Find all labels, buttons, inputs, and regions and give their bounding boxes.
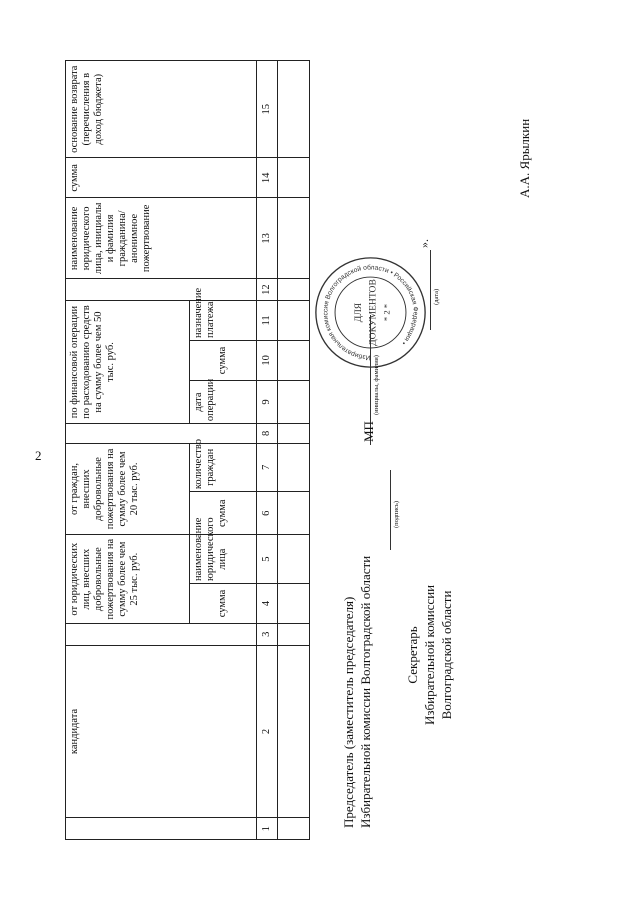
header-return-name: наименование юридического лица, инициалы и фамилия гражданина/анонимное пожертвование xyxy=(66,198,257,279)
page-number: 2 xyxy=(35,448,42,463)
secretary-title: Секретарь xyxy=(405,626,420,684)
secretary-region: Волгоградской области xyxy=(438,590,454,720)
subheader-legal-sum: сумма xyxy=(189,583,256,623)
subheader-op-sum: сумма xyxy=(189,340,256,380)
signature-line xyxy=(390,470,391,550)
column-number-row xyxy=(257,61,278,840)
column-number: 6 xyxy=(257,492,278,535)
subheader-citizen-sum: сумма xyxy=(189,492,256,535)
report-table xyxy=(65,60,310,840)
rotated-page xyxy=(65,60,640,840)
date-caption: (дата) xyxy=(433,288,440,305)
date-closing-quote: ». xyxy=(417,239,431,248)
signature-caption: (подпись) xyxy=(393,501,400,528)
column-number: 8 xyxy=(257,424,278,443)
column-number: 13 xyxy=(257,198,278,279)
header-citizen-group: от граждан, внесших добровольные пожертвования на сумму более чем 20 тыс. руб. xyxy=(66,443,190,535)
column-number: 5 xyxy=(257,535,278,584)
header-return-basis: основание возврата (перечисления в доход бюджета) xyxy=(66,61,257,158)
column-number: 12 xyxy=(257,279,278,301)
column-number: 1 xyxy=(257,818,278,840)
secretary-commission: Избирательной комиссии xyxy=(421,584,437,725)
column-number: 3 xyxy=(257,623,278,645)
date-line xyxy=(430,250,431,330)
chair-signature-block xyxy=(341,556,375,828)
chair-commission: Избирательной комиссии Волгоградской области xyxy=(357,555,373,828)
subheader-op-date: дата операции xyxy=(189,380,256,423)
column-number: 7 xyxy=(257,443,278,492)
header-candidate: кандидата xyxy=(66,645,257,818)
subheader-legal-name: наименование юридического лица xyxy=(189,535,256,584)
subheader-op-purpose: назначение платежа xyxy=(189,300,256,340)
seal-center-line3: * 2 * xyxy=(381,303,392,322)
header-legal-group: от юридических лиц, внесших добровольные пожертвования на сумму более чем 25 тыс. руб. xyxy=(66,535,190,624)
column-number: 14 xyxy=(257,158,278,198)
column-number: 9 xyxy=(257,380,278,423)
column-number: 2 xyxy=(257,645,278,818)
empty-data-row xyxy=(278,61,310,840)
column-number: 15 xyxy=(257,61,278,158)
seal-center-line1: ДЛЯ xyxy=(352,302,364,323)
column-number: 11 xyxy=(257,300,278,340)
header-finop-group: по финансовой операции по расходованию средств на сумму более чем 50 тыс. руб. xyxy=(66,300,190,423)
initials-caption: (инициалы, фамилия) xyxy=(373,355,380,415)
column-number: 4 xyxy=(257,583,278,623)
chair-title: Председатель (заместитель председателя) xyxy=(341,596,356,828)
stamp-placeholder-label: МП xyxy=(361,421,376,442)
header-row xyxy=(66,61,190,840)
subheader-citizen-count: количество граждан xyxy=(189,443,256,492)
official-seal xyxy=(313,255,428,370)
column-number: 10 xyxy=(257,340,278,380)
secretary-signature-block xyxy=(405,585,456,725)
secretary-name: А.А. Ярылкин xyxy=(517,118,532,198)
seal-center-line2: ДОКУМЕНТОВ xyxy=(367,279,379,346)
seal-ring-text: Избирательная комиссия Волгоградской области • Российская Федерация • xyxy=(322,264,419,361)
header-return-sum: сумма xyxy=(66,158,257,198)
